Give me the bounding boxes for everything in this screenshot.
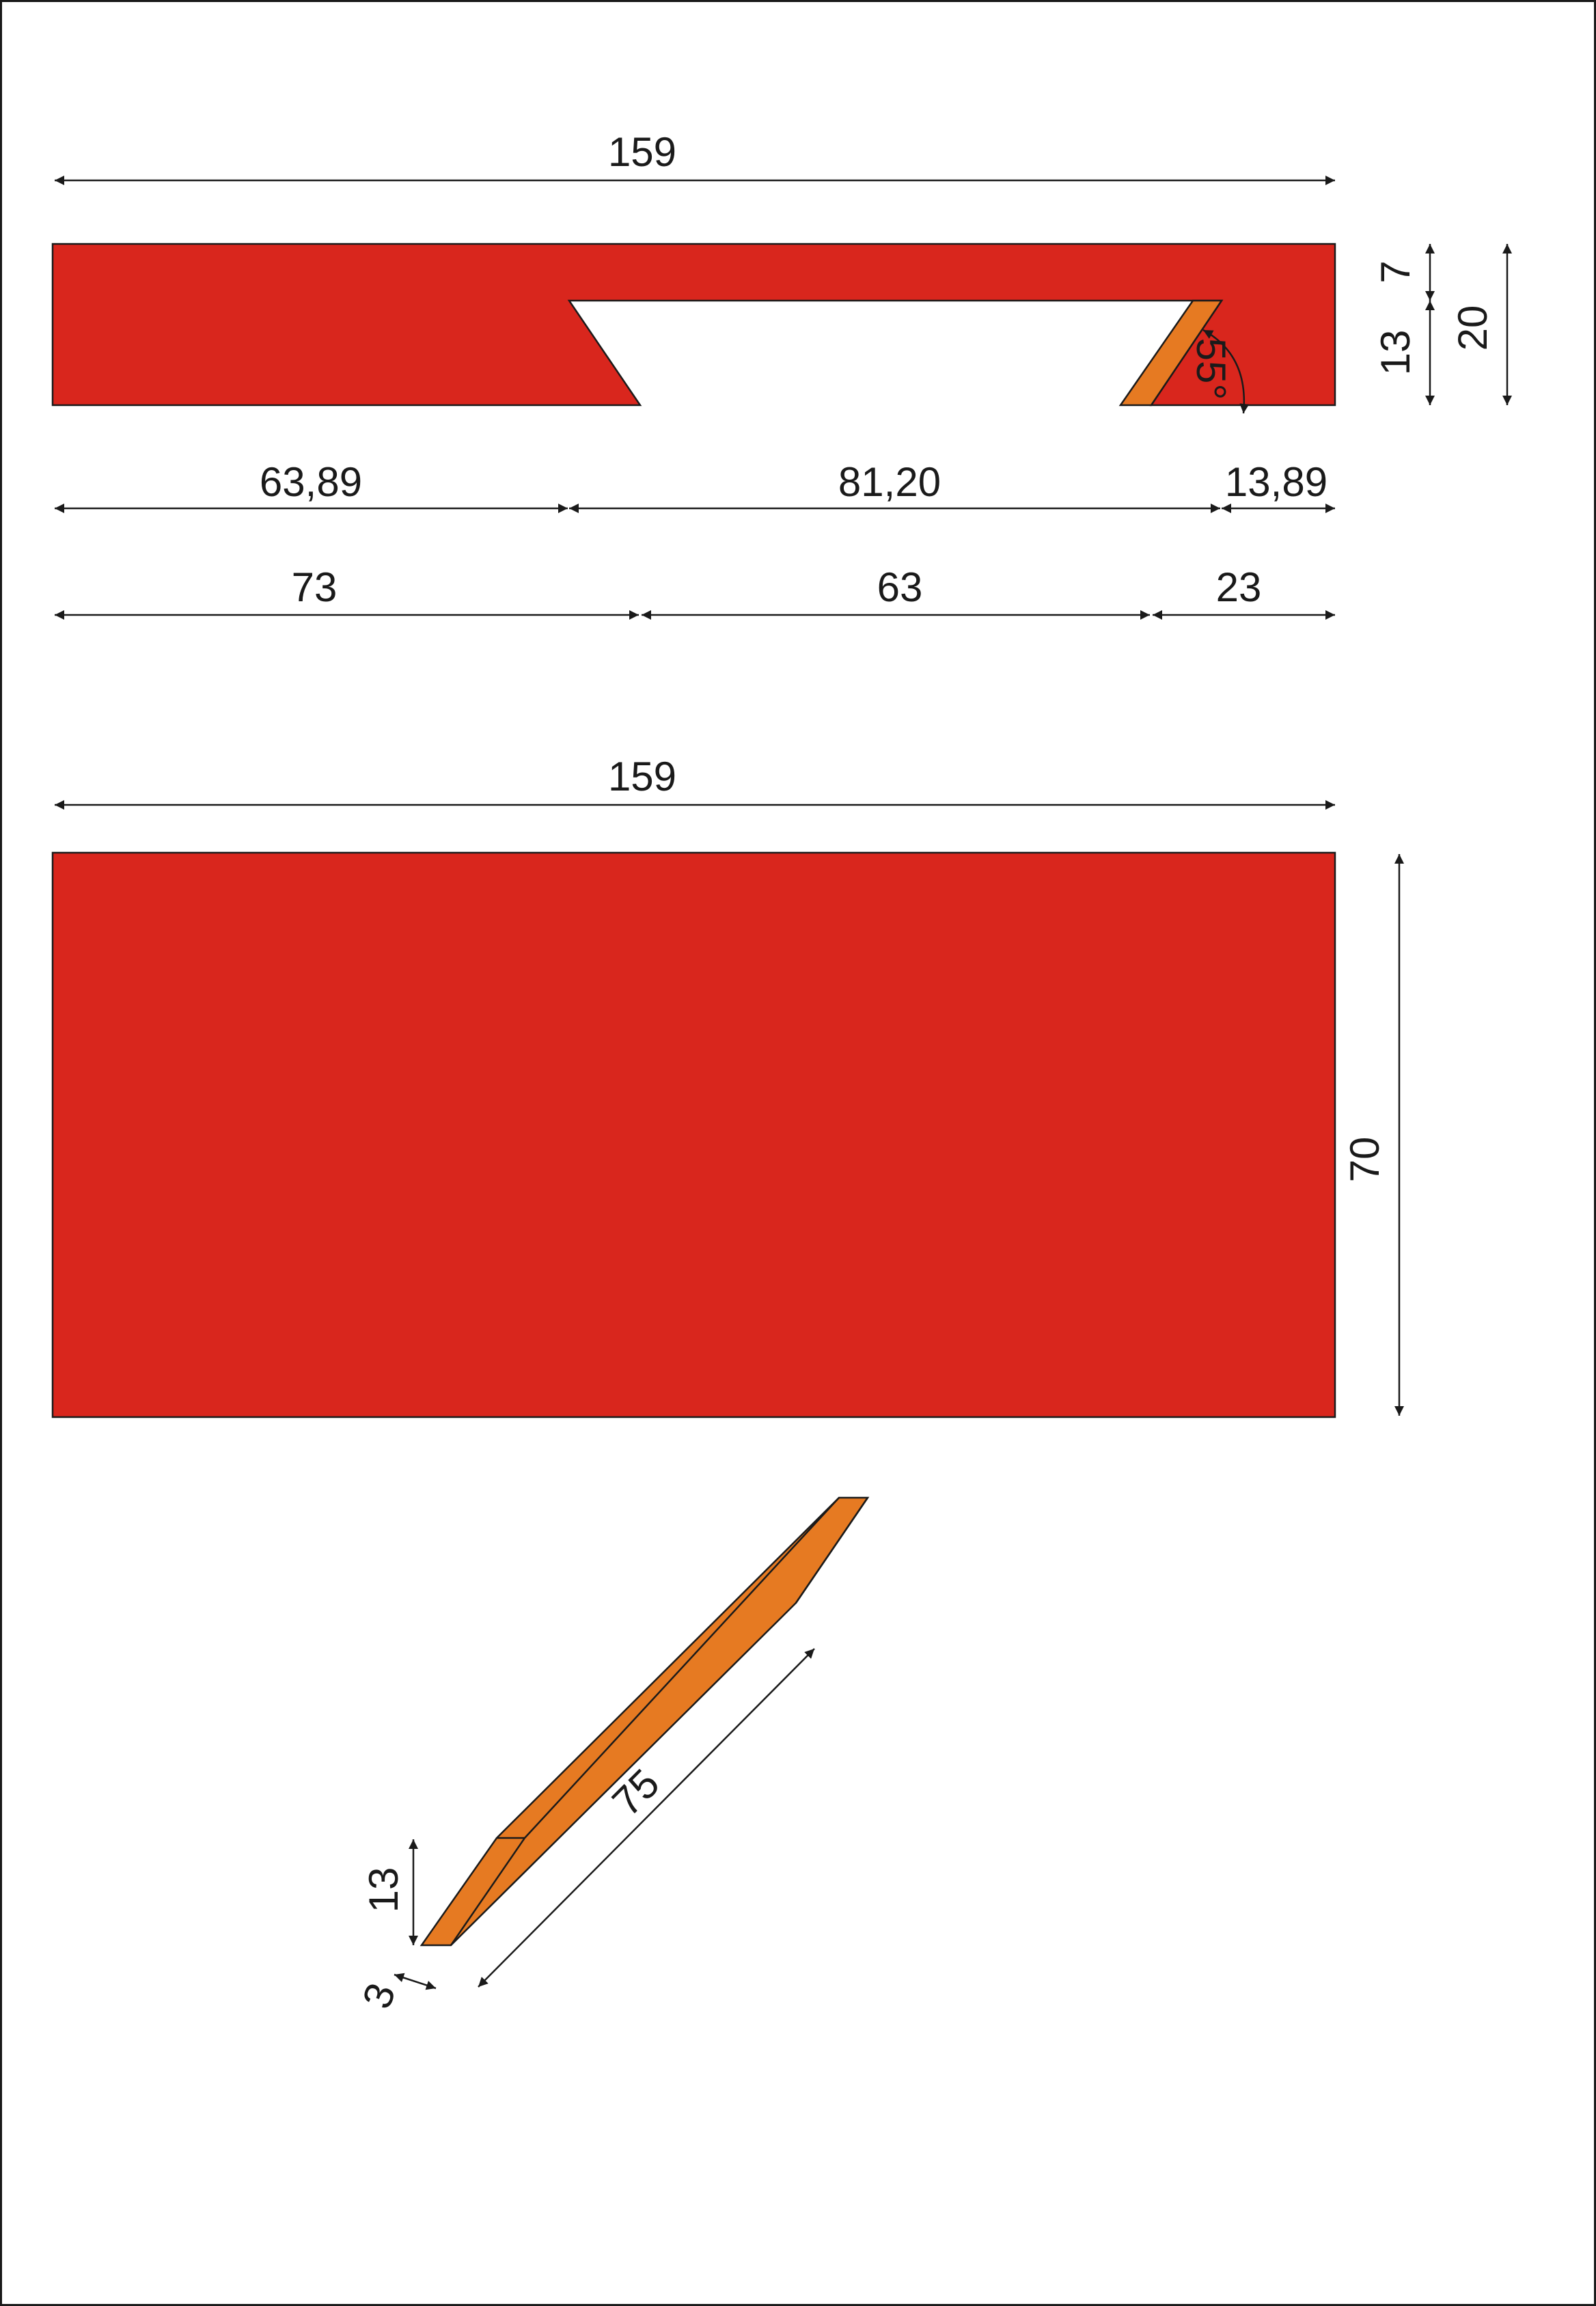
height-upper-label: 7 [1373, 260, 1418, 284]
row1-seg3-label: 13,89 [1224, 459, 1328, 505]
height-total-label: 20 [1450, 305, 1496, 351]
row2-seg3-label: 23 [1215, 564, 1262, 610]
panel-view [53, 754, 1399, 1417]
panel-height-label: 70 [1342, 1136, 1388, 1183]
panel-red-rectangle [53, 853, 1335, 1417]
row1-seg1-label: 63,89 [259, 459, 363, 505]
wedge-thickness-label: 3 [353, 1977, 404, 2015]
angle-label: 55° [1188, 338, 1234, 400]
overall-length-label: 159 [607, 129, 677, 175]
wedge-length-label: 75 [603, 1760, 668, 1825]
height-lower-label: 13 [1373, 329, 1418, 376]
row2-seg1-label: 73 [291, 564, 338, 610]
row2-seg2-label: 63 [877, 564, 923, 610]
panel-length-label: 159 [607, 754, 677, 799]
row1-seg2-label: 81,20 [838, 459, 941, 505]
wedge-height-label: 13 [361, 1867, 407, 1913]
